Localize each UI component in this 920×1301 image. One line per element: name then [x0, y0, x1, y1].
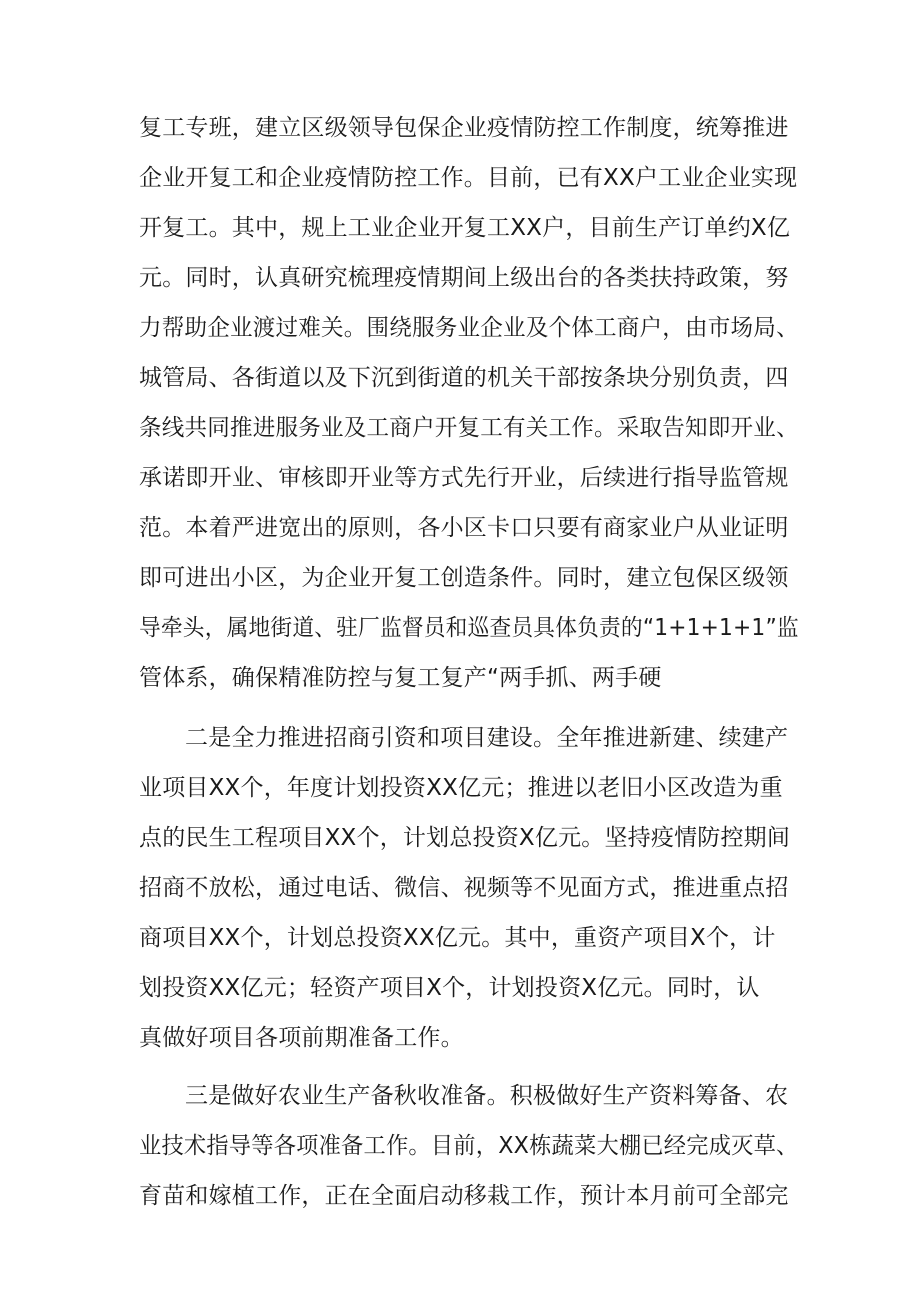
paragraph-1-line-9: 范。本着严进宽出的原则，各小区卡口只要有商家业户从业证明 — [139, 515, 789, 541]
paragraph-1-line-3: 开复工。其中，规上工业企业开复工XX户，目前生产订单约X亿 — [139, 215, 791, 241]
paragraph-2-line-4: 招商不放松，通过电话、微信、视频等不见面方式，推进重点招 — [139, 875, 789, 901]
paragraph-2-line-3: 点的民生工程项目XX个，计划总投资X亿元。坚持疫情防控期间 — [139, 825, 791, 851]
paragraph-2-line-6: 划投资XX亿元；轻资产项目X个，计划投资X亿元。同时，认 — [139, 975, 760, 1001]
paragraph-1-line-10: 即可进出小区，为企业开复工创造条件。同时，建立包保区级领 — [139, 565, 789, 591]
paragraph-2-line-1: 二是全力推进招商引资和项目建设。全年推进新建、续建产 — [185, 725, 789, 751]
paragraph-1-line-12: 管体系，确保精准防控与复工复产“两手抓、两手硬 — [139, 665, 662, 691]
paragraph-1-line-1: 复工专班，建立区级领导包保企业疫情防控工作制度，统筹推进 — [139, 115, 789, 141]
paragraph-1-line-5: 力帮助企业渡过难关。围绕服务业企业及个体工商户，由市场局、 — [139, 315, 799, 341]
paragraph-1-line-8: 承诺即开业、审核即开业等方式先行开业，后续进行指导监管规 — [139, 465, 789, 491]
paragraph-3-line-1: 三是做好农业生产备秋收准备。积极做好生产资料筹备、农 — [185, 1083, 789, 1109]
paragraph-1-line-4: 元。同时，认真研究梳理疫情期间上级出台的各类扶持政策，努 — [139, 265, 789, 291]
paragraph-2-line-7: 真做好项目各项前期准备工作。 — [139, 1025, 464, 1051]
paragraph-1-line-2: 企业开复工和企业疫情防控工作。目前，已有XX户工业企业实现 — [139, 165, 798, 191]
paragraph-2-line-2: 业项目XX个，年度计划投资XX亿元；推进以老旧小区改造为重 — [139, 775, 783, 801]
paragraph-1-line-7: 条线共同推进服务业及工商户开复工有关工作。采取告知即开业、 — [139, 415, 799, 441]
paragraph-3-line-2: 业技术指导等各项准备工作。目前，XX栋蔬菜大棚已经完成灭草、 — [139, 1133, 799, 1159]
paragraph-2-line-5: 商项目XX个，计划总投资XX亿元。其中，重资产项目X个，计 — [139, 925, 776, 951]
paragraph-1-line-6: 城管局、各街道以及下沉到街道的机关干部按条块分别负责，四 — [139, 365, 789, 391]
paragraph-1-line-11: 导牵头，属地街道、驻厂监督员和巡查员具体负责的“1+1+1+1”监 — [139, 615, 799, 641]
paragraph-3-line-3: 育苗和嫁植工作，正在全面启动移栽工作，预计本月前可全部完 — [139, 1183, 789, 1209]
